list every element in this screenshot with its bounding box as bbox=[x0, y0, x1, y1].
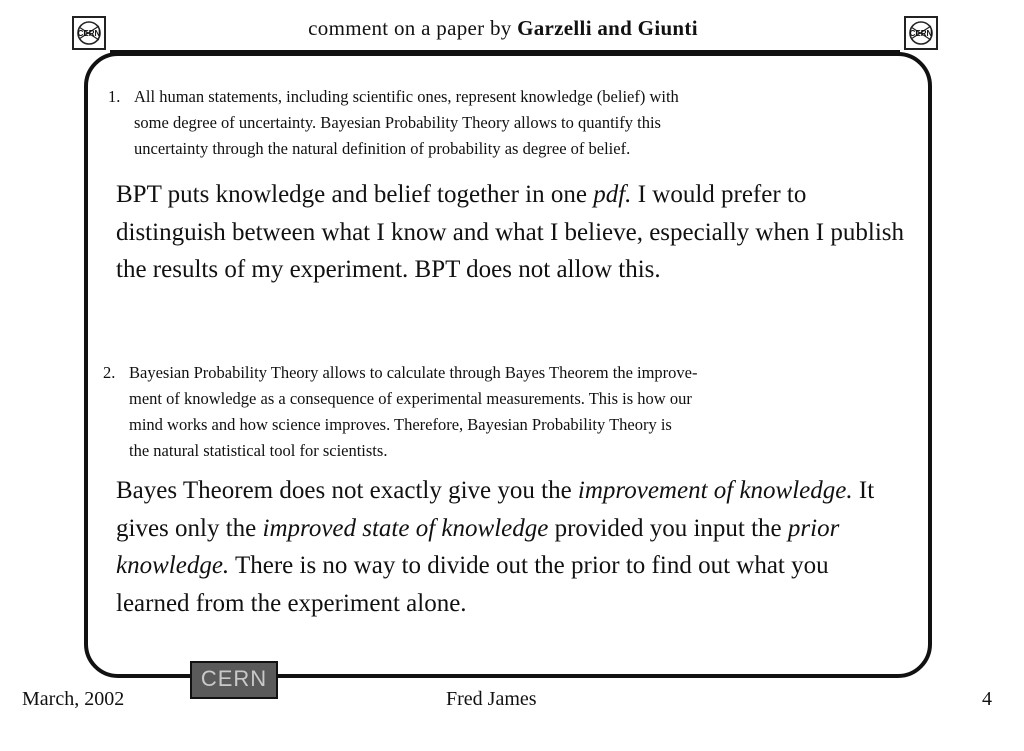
response-emphasis: prior knowledge. bbox=[116, 514, 840, 579]
footer-author: Fred James bbox=[446, 688, 537, 710]
cern-stamp: CERN bbox=[190, 661, 278, 699]
response-emphasis: pdf. bbox=[593, 181, 632, 208]
item-line: uncertainty through the natural definition of probability as degree of belief. bbox=[134, 139, 631, 158]
response-text: There is no way to divide out the prior to find out what you learned from the experiment alone. bbox=[116, 552, 829, 617]
cern-logo-right bbox=[904, 16, 938, 50]
cern-logo-text: CERN bbox=[909, 29, 933, 38]
footer-date: March, 2002 bbox=[22, 688, 125, 710]
item-line: All human statements, including scientific ones, represent knowledge (belief) with bbox=[134, 87, 679, 106]
title-names: Garzelli and Giunti bbox=[517, 16, 698, 40]
item-number: 1. bbox=[108, 87, 121, 106]
page-number: 4 bbox=[982, 688, 992, 710]
response-text: It gives only the bbox=[116, 477, 875, 542]
item-line: mind works and how science improves. Therefore, Bayesian Probability Theory is bbox=[129, 415, 672, 434]
item-line: some degree of uncertainty. Bayesian Probability Theory allows to quantify this bbox=[134, 113, 661, 132]
item-line: Bayesian Probability Theory allows to calculate through Bayes Theorem the improve- bbox=[129, 363, 698, 382]
page-title bbox=[0, 16, 1006, 41]
item-number: 2. bbox=[103, 363, 116, 382]
response-paragraph-1 bbox=[116, 176, 916, 289]
item-line: ment of knowledge as a consequence of experimental measurements. This is how our bbox=[129, 389, 692, 408]
response-text: provided you input the bbox=[548, 514, 788, 542]
response-emphasis: improved state of knowledge bbox=[262, 514, 549, 542]
title-prefix: comment on a paper by bbox=[308, 16, 512, 40]
response-text: I would prefer to distinguish between what I know and what I believe, especially when I publish the results of my experiment. BPT does not allow this. bbox=[116, 181, 905, 283]
response-text: Bayes Theorem does not exactly give you the bbox=[116, 477, 578, 504]
item-line: the natural statistical tool for scientists. bbox=[129, 441, 388, 460]
response-paragraph-2 bbox=[116, 472, 876, 622]
item-text bbox=[129, 360, 849, 464]
item-text bbox=[134, 84, 854, 162]
response-emphasis: improvement of knowledge. bbox=[577, 477, 853, 504]
cern-logo-icon bbox=[906, 18, 936, 48]
response-text: BPT puts knowledge and belief together in one bbox=[116, 181, 594, 208]
cern-logo-text: CERN bbox=[77, 29, 101, 38]
